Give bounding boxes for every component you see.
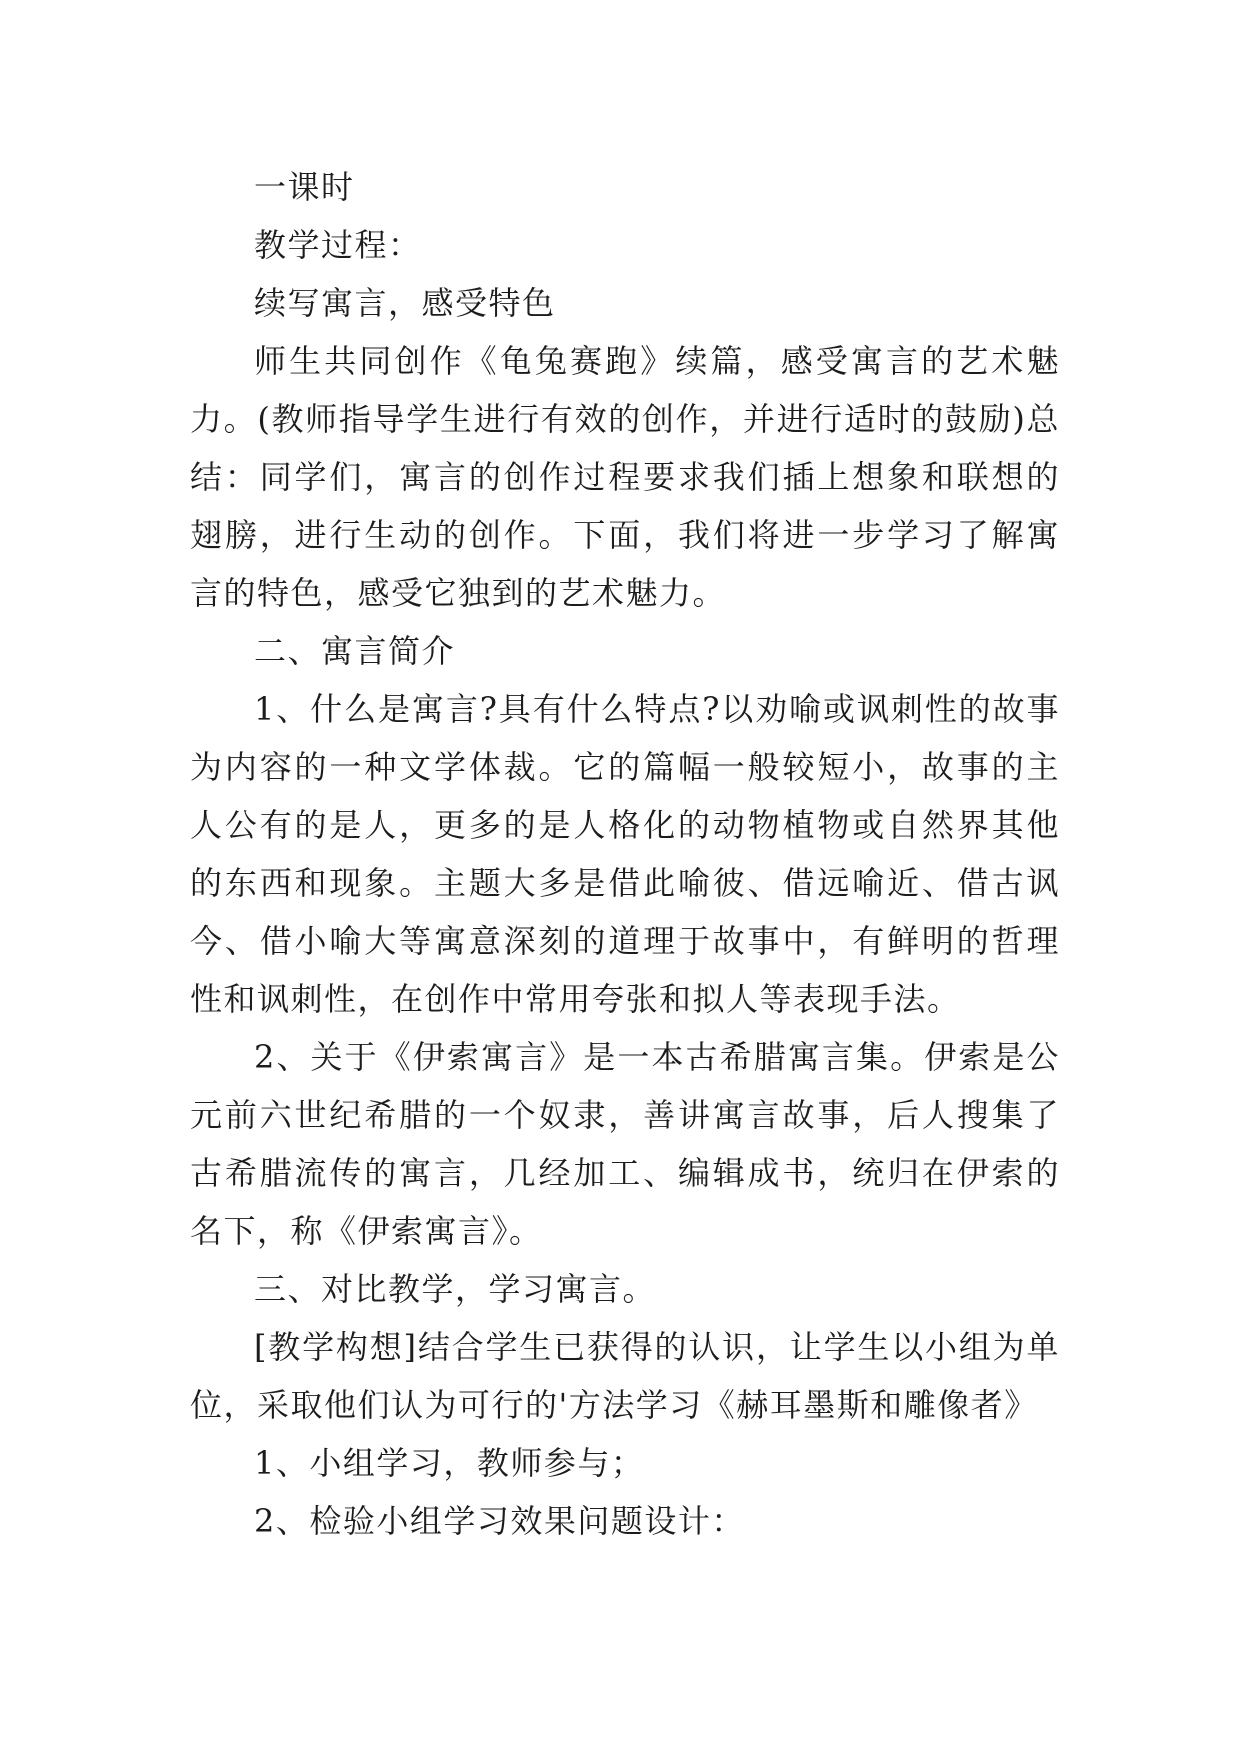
section-heading-comparative-teaching: 三、对比教学，学习寓言。 [254,1270,657,1308]
section-heading-continue-fable: 续写寓言，感受特色 [254,284,556,322]
paragraph-co-creation: 师生共同创作《龟兔赛跑》续篇，感受寓言的艺术魅力。(教师指导学生进行有效的创作，并进行适时的鼓励)总结：同学们，寓言的创作过程要求我们插上想象和联想的翅膀，进行生动的创作。下面，我们将进一步学习了解寓言的特色，感受它独到的艺术魅力。 [190,342,1060,612]
list-item-group-study: 1、小组学习，教师参与； [254,1444,645,1482]
paragraph-what-is-fable: 1、什么是寓言?具有什么特点?以劝喻或讽刺性的故事为内容的一种文学体裁。它的篇幅一般较短小，故事的主人公有的是人，更多的是人格化的动物植物或自然界其他的东西和现象。主题大多是借此喻彼、借远喻近、借古讽今、借小喻大等寓意深刻的道理于故事中，有鲜明的哲理性和讽刺性，在创作中常用夸张和拟人等表现手法。 [190,690,1060,1018]
list-item-check-results: 2、检验小组学习效果问题设计： [254,1502,745,1540]
document-body [190,158,1060,1550]
paragraph-aesop-fables: 2、关于《伊索寓言》是一本古希腊寓言集。伊索是公元前六世纪希腊的一个奴隶，善讲寓言故事，后人搜集了古希腊流传的寓言，几经加工、编辑成书，统归在伊索的名下，称《伊索寓言》。 [190,1038,1060,1250]
paragraph-teaching-concept: [教学构想]结合学生已获得的认识，让学生以小组为单位，采取他们认为可行的'方法学习《赫耳墨斯和雕像者》 [190,1328,1060,1424]
teaching-process-heading: 教学过程： [254,226,422,264]
lesson-period-line: 一课时 [254,168,355,206]
section-heading-fable-intro: 二、寓言简介 [254,632,456,670]
